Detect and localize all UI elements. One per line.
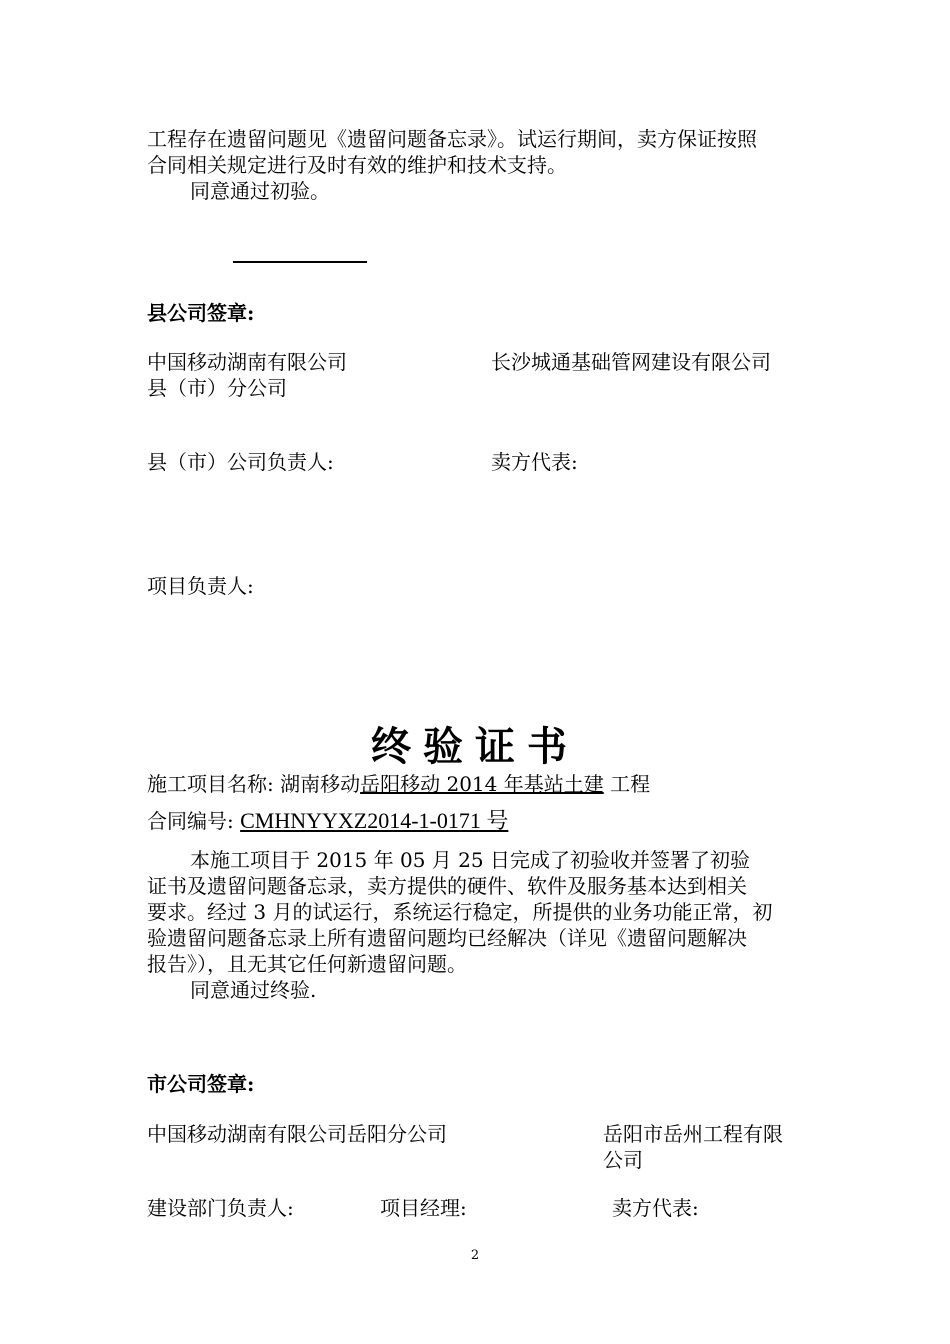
section1-line2: 合同相关规定进行及时有效的维护和技术支持。	[147, 153, 567, 177]
body-line-5: 报告》），且无其它任何新遗留问题。	[147, 952, 467, 976]
county-company-left-1: 中国移动湖南有限公司	[147, 350, 347, 374]
county-seller-rep-label: 卖方代表:	[491, 450, 578, 474]
county-company-left-2: 县（市）分公司	[147, 376, 287, 400]
signature-line	[233, 261, 367, 263]
project-name-underlined: 岳阳移动 2014 年基站土建	[360, 772, 604, 796]
section1-line1: 工程存在遗留问题见《遗留问题备忘录》。试运行期间，卖方保证按照	[147, 127, 757, 151]
section1-agree: 同意通过初验。	[190, 179, 330, 203]
contract-label: 合同编号:	[147, 809, 234, 833]
city-company-left: 中国移动湖南有限公司岳阳分公司	[147, 1122, 447, 1146]
dept-leader-label: 建设部门负责人:	[147, 1196, 294, 1220]
final-agree: 同意通过终验.	[190, 978, 317, 1002]
contract-number: CMHNYYXZ2014-1-0171 号	[240, 808, 509, 833]
county-leader-label: 县（市）公司负责人:	[147, 450, 334, 474]
body-line-4: 验遗留问题备忘录上所有遗留问题均已经解决（详见《遗留问题解决	[147, 926, 747, 950]
final-title: 终验证书	[371, 723, 579, 770]
body-line-1: 本施工项目于 2015 年 05 月 25 日完成了初验收并签署了初验	[190, 848, 750, 872]
project-name-line	[147, 771, 650, 797]
project-name-label: 施工项目名称:	[147, 772, 274, 796]
county-company-right: 长沙城通基础管网建设有限公司	[491, 350, 771, 374]
county-seal-label: 县公司签章:	[147, 301, 255, 325]
city-seller-rep-label: 卖方代表:	[612, 1196, 699, 1220]
page-number: 2	[470, 1248, 480, 1263]
city-company-right-2: 公司	[603, 1148, 643, 1172]
body-line-3: 要求。经过 3 月的试运行，系统运行稳定，所提供的业务功能正常，初	[147, 900, 773, 924]
contract-line	[147, 808, 508, 834]
city-company-right-1: 岳阳市岳州工程有限	[603, 1122, 783, 1146]
project-manager-label: 项目经理:	[380, 1196, 467, 1220]
body-line-2: 证书及遗留问题备忘录，卖方提供的硬件、软件及服务基本达到相关	[147, 874, 747, 898]
city-seal-label: 市公司签章:	[147, 1072, 255, 1096]
project-name-prefix: 湖南移动	[280, 772, 361, 796]
county-project-leader-label: 项目负责人:	[147, 574, 254, 598]
project-name-suffix: 工程	[610, 772, 651, 796]
